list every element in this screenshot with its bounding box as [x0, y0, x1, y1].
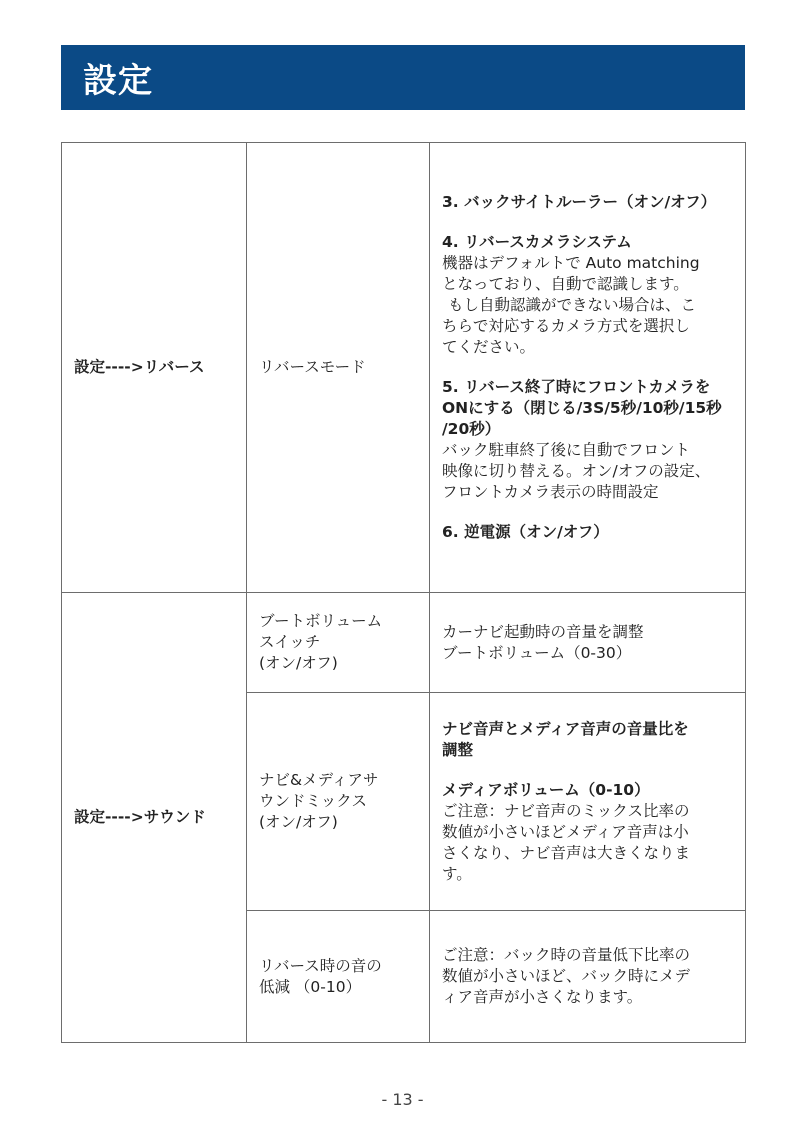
desc-subheading: メディアボリューム（0-10） [442, 780, 650, 799]
desc-line: カーナビ起動時の音量を調整 [442, 622, 644, 641]
desc-heading: 調整 [442, 740, 474, 759]
desc-line: ちらで対応するカメラ方式を選択し [442, 317, 690, 335]
desc-line: ィア音声が小さくなります。 [442, 988, 643, 1006]
desc-block [442, 780, 733, 885]
desc-line: 数値が小さいほどメディア音声は小 [442, 822, 689, 841]
setting-reverse-sound-reduction [247, 911, 430, 1043]
page-number: - 13 - [381, 1090, 424, 1109]
setting-line: ブートボリューム [259, 612, 383, 630]
desc-block [442, 232, 733, 358]
desc-block [442, 522, 733, 543]
desc-heading: 6. 逆電源（オン/オフ） [442, 523, 609, 541]
desc-line: バック駐車終了後に自動でフロント [442, 441, 691, 459]
desc-line: ご注意：バック時の音量低下比率の [442, 946, 691, 964]
desc-heading: ナビ音声とメディア音声の音量比を [442, 719, 689, 738]
setting-line: ウンドミックス [259, 792, 368, 810]
setting-line: (オン/オフ) [259, 813, 338, 831]
desc-line: さくなり、ナビ音声は大きくなりま [442, 843, 691, 862]
setting-boot-volume [247, 593, 430, 693]
desc-heading: 5. リバース終了時にフロントカメラを [442, 378, 711, 396]
table-row-boot-volume [62, 593, 746, 693]
category-sound: 設定---->サウンド [62, 593, 247, 1043]
page-title: 設定 [83, 61, 153, 101]
desc-line: 映像に切り替える。オン/オフの設定、 [442, 462, 711, 480]
category-reverse: 設定---->リバース [62, 143, 247, 593]
desc-heading: /20秒） [442, 420, 501, 438]
desc-line: ご注意：ナビ音声のミックス比率の [442, 801, 690, 820]
desc-heading: 4. リバースカメラシステム [442, 233, 632, 251]
desc-line: 数値が小さいほど、バック時にメデ [442, 967, 691, 985]
setting-sound-mix [247, 693, 430, 911]
desc-block [442, 719, 733, 761]
desc-block [442, 192, 733, 213]
setting-line: (オン/オフ) [259, 654, 338, 672]
page-title-banner [61, 45, 745, 110]
desc-line: フロントカメラ表示の時間設定 [442, 483, 659, 501]
setting-reverse-mode: リバースモード [247, 143, 430, 593]
setting-line: リバース時の音の [259, 956, 382, 975]
setting-line: スイッチ [259, 633, 321, 651]
desc-line: もし自動認識ができない場合は、こ [448, 296, 697, 314]
settings-table [61, 142, 746, 1043]
description-reverse-mode [430, 143, 746, 593]
desc-line: す。 [442, 864, 472, 883]
setting-line: 低減 （0-10） [259, 977, 362, 996]
desc-line: ブートボリューム（0-30） [442, 643, 632, 662]
table-row-reverse-mode [62, 143, 746, 593]
desc-line: 機器はデフォルトで Auto matching [442, 254, 700, 272]
desc-line: となっており、自動で認識します。 [442, 275, 689, 293]
setting-line: ナビ&メディアサ [259, 771, 379, 789]
desc-heading: 3. バックサイトルーラー（オン/オフ） [442, 193, 717, 211]
description-reverse-sound-reduction [430, 911, 746, 1043]
desc-block [442, 377, 733, 503]
description-sound-mix [430, 693, 746, 911]
desc-heading: ONにする（閉じる/3S/5秒/10秒/15秒 [442, 399, 722, 417]
description-boot-volume [430, 593, 746, 693]
desc-line: てください。 [442, 338, 536, 356]
